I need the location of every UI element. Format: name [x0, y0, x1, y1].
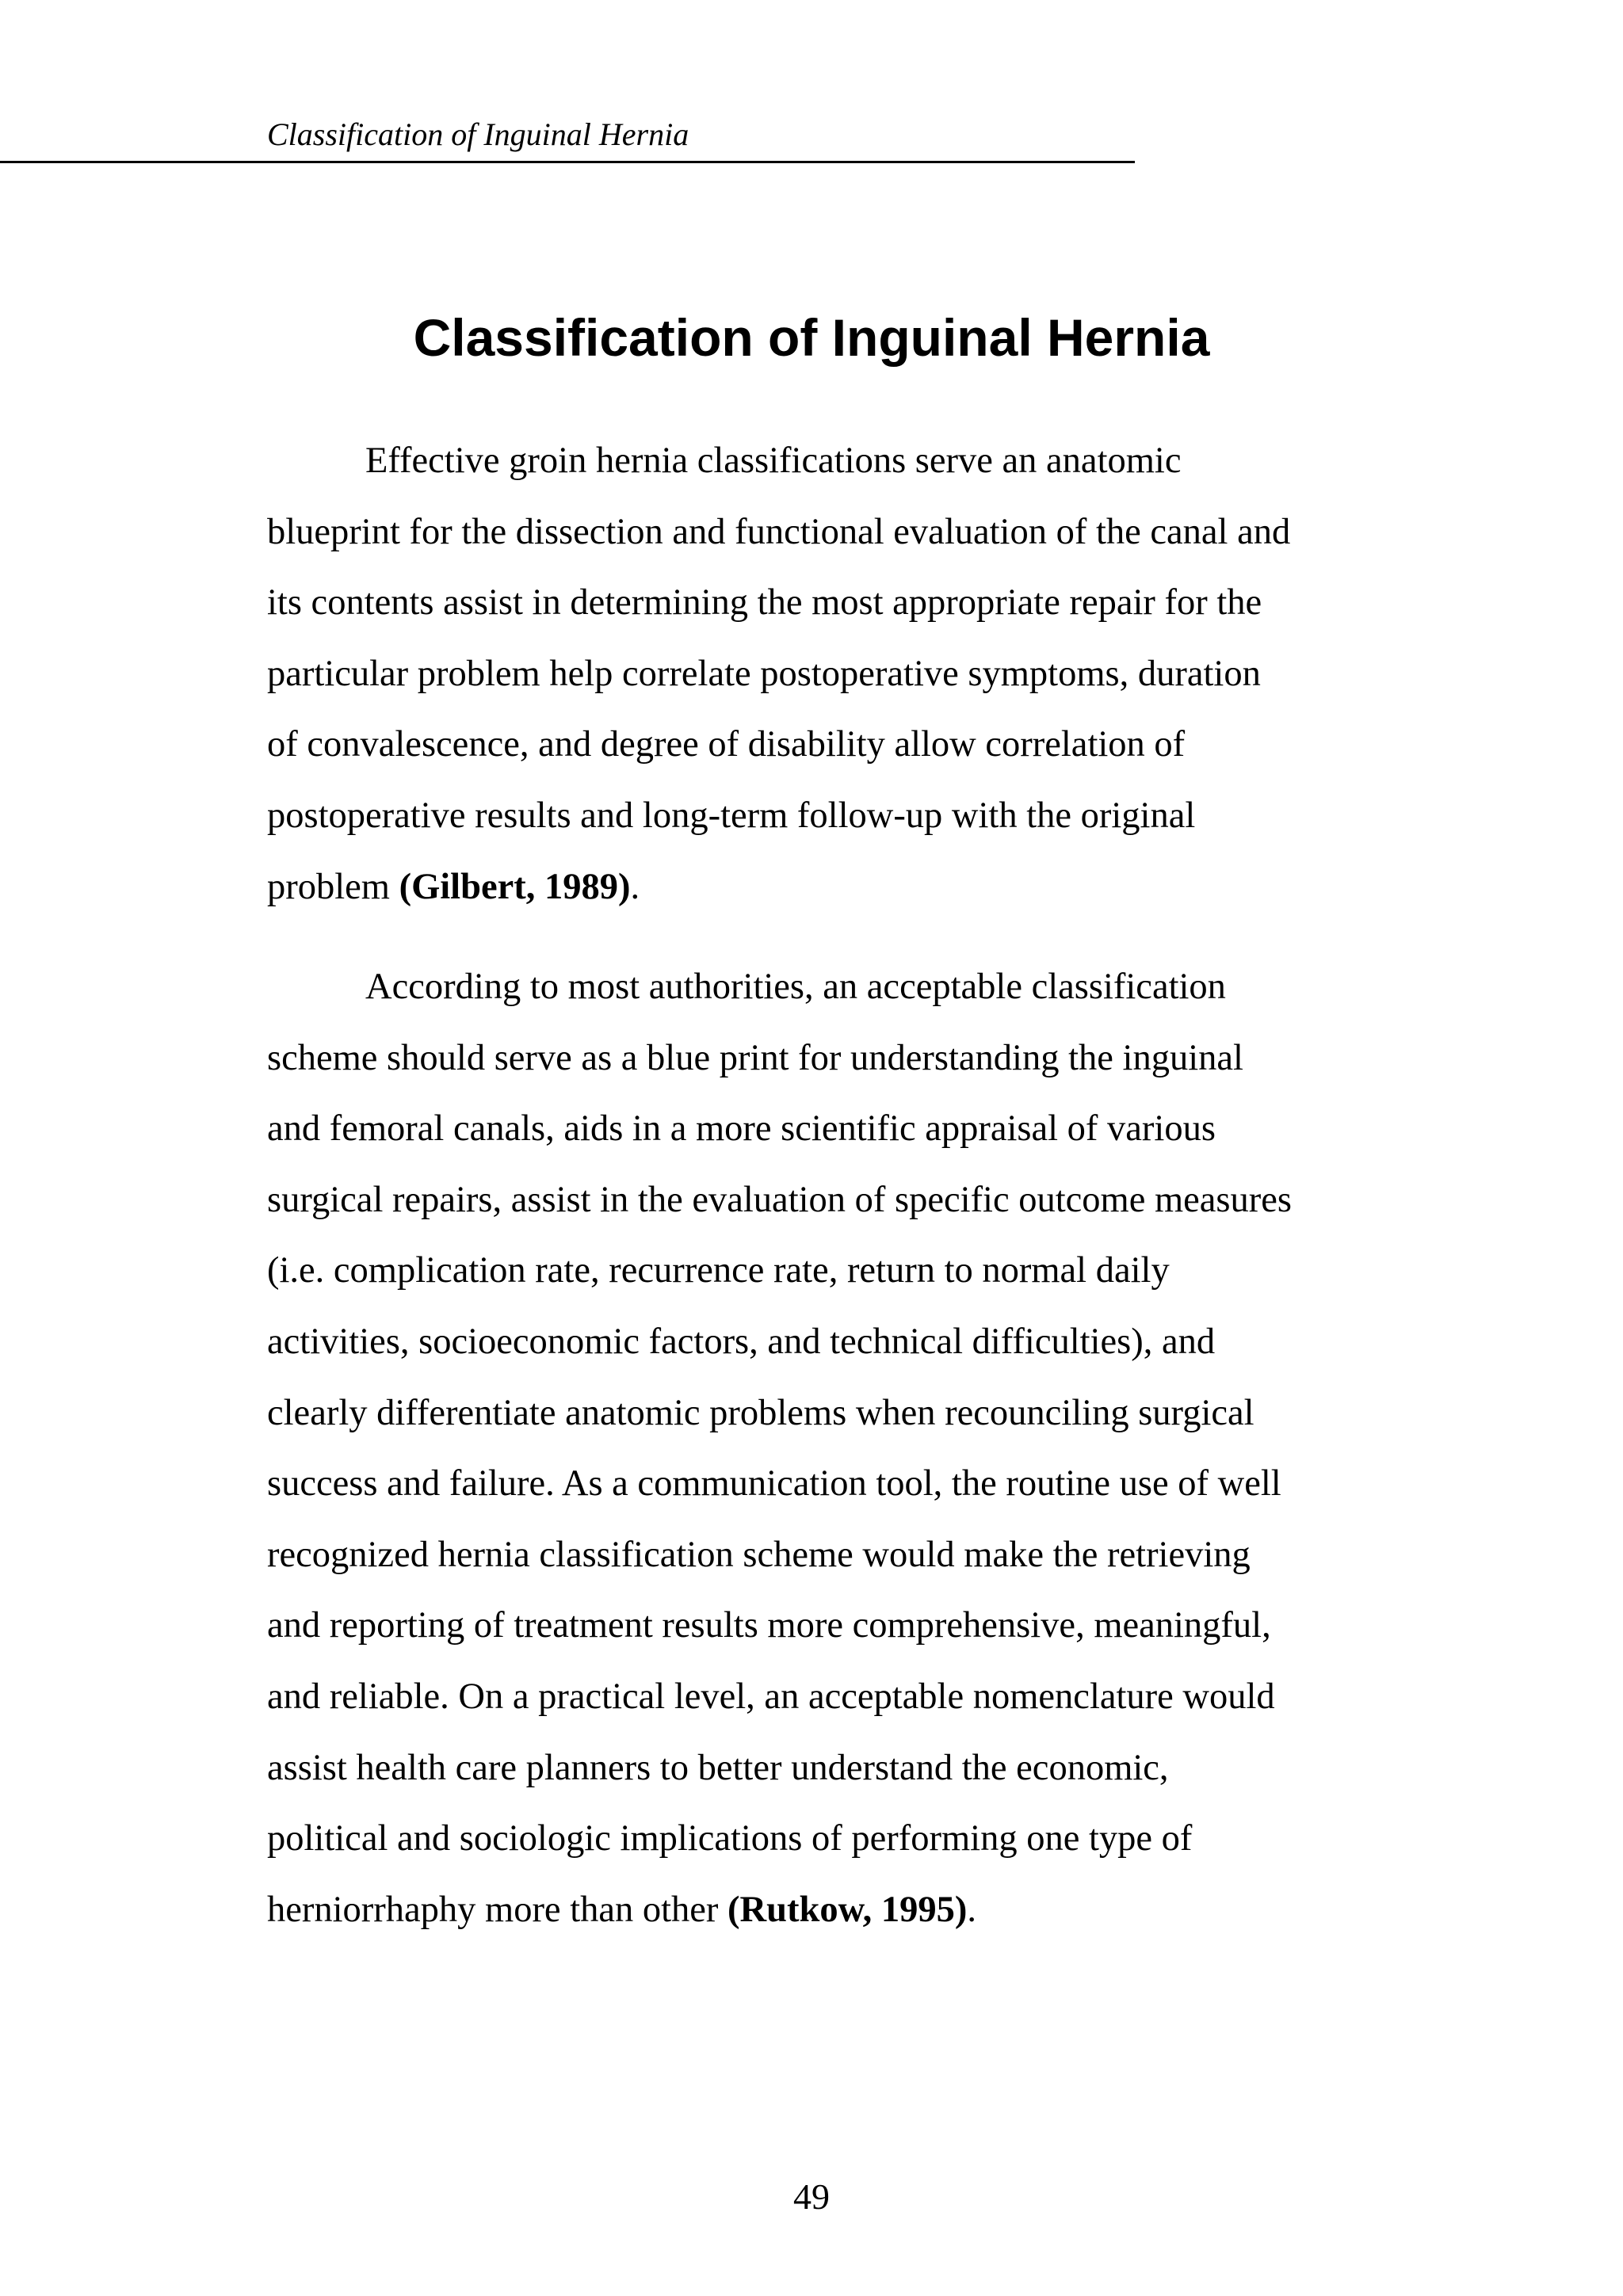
- paragraph-line: activities, socioeconomic factors, and technical difficulties), and: [267, 1321, 1216, 1362]
- page-number: 49: [793, 2176, 830, 2217]
- paragraph-line: of convalescence, and degree of disability allow correlation of: [267, 724, 1186, 765]
- paragraph-text: herniorrhaphy more than other: [267, 1889, 728, 1930]
- running-header: Classification of Inguinal Hernia: [267, 116, 689, 152]
- paragraph-line: its contents assist in determining the most appropriate repair for the: [267, 582, 1262, 624]
- paragraph-line: (i.e. complication rate, recurrence rate, return to normal daily: [267, 1250, 1170, 1291]
- header-rule: [0, 161, 1135, 163]
- paragraph-line: and femoral canals, aids in a more scientific appraisal of various: [267, 1108, 1216, 1150]
- paragraph-last-line: [267, 1875, 1416, 1946]
- paragraph-line: and reliable. On a practical level, an acceptable nomenclature would: [267, 1676, 1275, 1717]
- paragraph-line: political and sociologic implications of performing one type of: [267, 1818, 1193, 1859]
- paragraph-line: clearly differentiate anatomic problems when recounciling surgical: [267, 1392, 1254, 1433]
- page-title: Classification of Inguinal Hernia: [413, 308, 1210, 367]
- paragraph-line: scheme should serve as a blue print for understanding the inguinal: [267, 1037, 1243, 1078]
- paragraph-line: postoperative results and long-term follow-up with the original: [267, 795, 1196, 836]
- paragraph-line: surgical repairs, assist in the evaluation of specific outcome measures: [267, 1179, 1292, 1220]
- paragraph-line: recognized hernia classification scheme would make the retrieving: [267, 1534, 1251, 1575]
- paragraph-line: success and failure. As a communication tool, the routine use of well: [267, 1463, 1281, 1505]
- paragraph-last-line: [267, 852, 1416, 923]
- citation-rutkow: (Rutkow, 1995): [727, 1889, 968, 1930]
- end-punctuation: .: [630, 866, 640, 907]
- citation-gilbert: (Gilbert, 1989): [399, 866, 631, 907]
- paragraph-line: Effective groin hernia classifications serve an anatomic: [365, 441, 1182, 481]
- end-punctuation: .: [967, 1889, 976, 1930]
- paragraph-text: problem: [267, 866, 399, 907]
- paragraph-line: particular problem help correlate postoperative symptoms, duration: [267, 653, 1261, 694]
- paragraph-line: assist health care planners to better understand the economic,: [267, 1747, 1169, 1788]
- paragraph-2: [267, 952, 1416, 1945]
- paragraph-line: blueprint for the dissection and functional evaluation of the canal and: [267, 511, 1291, 552]
- paragraph-1: [267, 425, 1416, 922]
- paragraph-line: and reporting of treatment results more comprehensive, meaningful,: [267, 1605, 1271, 1646]
- paragraph-line: According to most authorities, an acceptable classification: [365, 967, 1226, 1007]
